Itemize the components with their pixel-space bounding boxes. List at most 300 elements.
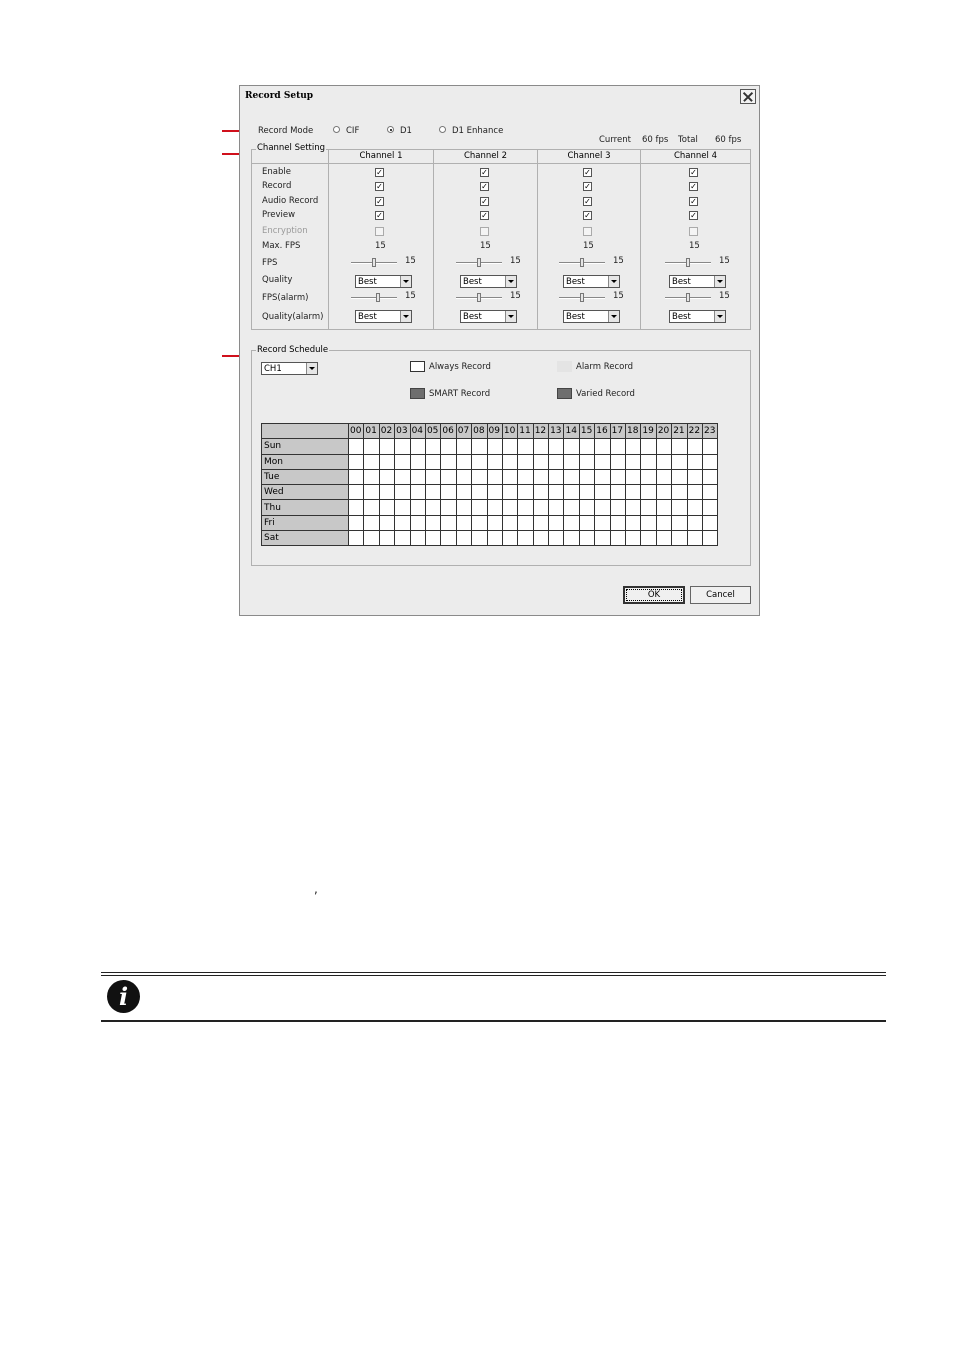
checkbox-audio-record-ch4[interactable]: ✓ bbox=[690, 197, 697, 206]
schedule-cell[interactable] bbox=[579, 439, 594, 454]
schedule-cell[interactable] bbox=[702, 454, 717, 469]
schedule-cell[interactable] bbox=[533, 439, 548, 454]
schedule-cell[interactable] bbox=[656, 500, 671, 515]
schedule-cell[interactable] bbox=[672, 439, 687, 454]
legend-label-smart-record: SMART Record bbox=[429, 389, 491, 399]
schedule-cell[interactable] bbox=[641, 531, 656, 546]
schedule-header-row bbox=[262, 424, 718, 439]
schedule-cell[interactable] bbox=[687, 500, 702, 515]
schedule-cell[interactable] bbox=[425, 500, 440, 515]
schedule-cell[interactable] bbox=[533, 531, 548, 546]
chevron-down-icon bbox=[400, 311, 411, 322]
schedule-cell[interactable] bbox=[579, 531, 594, 546]
fps-alarm-slider-thumb[interactable] bbox=[686, 293, 690, 302]
channel-divider-4 bbox=[640, 149, 641, 329]
schedule-cell[interactable] bbox=[441, 439, 456, 454]
schedule-cell[interactable] bbox=[610, 500, 625, 515]
schedule-cell[interactable] bbox=[626, 469, 641, 484]
hour-header-17: 17 bbox=[610, 424, 625, 439]
schedule-cell[interactable] bbox=[518, 500, 533, 515]
fps-slider-thumb[interactable] bbox=[372, 258, 376, 267]
chevron-down-icon bbox=[306, 363, 317, 374]
schedule-cell[interactable] bbox=[395, 500, 410, 515]
schedule-cell[interactable] bbox=[441, 485, 456, 500]
chevron-down-icon bbox=[505, 276, 516, 287]
channel-select[interactable] bbox=[261, 362, 318, 375]
row-label-encryption: Encryption bbox=[262, 226, 308, 236]
schedule-cell[interactable] bbox=[672, 515, 687, 530]
schedule-cell[interactable] bbox=[456, 485, 471, 500]
schedule-cell[interactable] bbox=[702, 531, 717, 546]
fps-value-ch4: 15 bbox=[719, 256, 730, 266]
quality-value: Best bbox=[463, 277, 482, 287]
schedule-cell[interactable] bbox=[626, 515, 641, 530]
ok-button[interactable]: OK bbox=[623, 586, 685, 604]
schedule-cell[interactable] bbox=[595, 500, 610, 515]
channel-header-blank bbox=[252, 149, 328, 164]
schedule-cell[interactable] bbox=[549, 439, 564, 454]
schedule-cell[interactable] bbox=[626, 485, 641, 500]
max-fps-ch4: 15 bbox=[689, 241, 700, 251]
hour-header-12: 12 bbox=[533, 424, 548, 439]
checkbox-preview-ch1[interactable]: ✓ bbox=[376, 211, 383, 220]
fps-alarm-slider-thumb[interactable] bbox=[580, 293, 584, 302]
schedule-cell[interactable] bbox=[687, 531, 702, 546]
schedule-cell[interactable] bbox=[364, 469, 379, 484]
schedule-cell[interactable] bbox=[702, 485, 717, 500]
schedule-cell[interactable] bbox=[379, 454, 394, 469]
channel-header-3: Channel 3 bbox=[537, 149, 640, 164]
close-icon[interactable] bbox=[740, 89, 756, 104]
checkbox-record-ch3[interactable]: ✓ bbox=[584, 182, 591, 191]
schedule-cell[interactable] bbox=[656, 485, 671, 500]
schedule-cell[interactable] bbox=[579, 469, 594, 484]
hour-header-06: 06 bbox=[441, 424, 456, 439]
day-label-sun: Sun bbox=[262, 439, 349, 454]
quality-select-ch3[interactable] bbox=[563, 275, 620, 288]
row-label-quality: Quality bbox=[262, 275, 293, 285]
schedule-cell[interactable] bbox=[487, 454, 502, 469]
fps-alarm-slider-ch1[interactable] bbox=[351, 294, 397, 302]
schedule-cell[interactable] bbox=[425, 515, 440, 530]
schedule-cell[interactable] bbox=[472, 485, 487, 500]
schedule-cell[interactable] bbox=[441, 531, 456, 546]
hour-header-08: 08 bbox=[472, 424, 487, 439]
schedule-cell[interactable] bbox=[672, 454, 687, 469]
quality-select-ch1[interactable] bbox=[355, 275, 412, 288]
schedule-grid[interactable] bbox=[261, 423, 718, 546]
schedule-cell[interactable] bbox=[502, 469, 517, 484]
fps-slider-thumb[interactable] bbox=[580, 258, 584, 267]
schedule-cell[interactable] bbox=[487, 531, 502, 546]
schedule-cell[interactable] bbox=[626, 454, 641, 469]
schedule-cell[interactable] bbox=[487, 469, 502, 484]
quality-select-ch2[interactable] bbox=[460, 275, 517, 288]
fps-alarm-slider-ch2[interactable] bbox=[456, 294, 502, 302]
checkbox-enable-ch4[interactable]: ✓ bbox=[690, 168, 697, 177]
checkbox-audio-record-ch2[interactable]: ✓ bbox=[481, 197, 488, 206]
schedule-cell[interactable] bbox=[641, 500, 656, 515]
schedule-cell[interactable] bbox=[564, 531, 579, 546]
day-label-wed: Wed bbox=[262, 485, 349, 500]
schedule-cell[interactable] bbox=[610, 439, 625, 454]
fps-alarm-slider-ch4[interactable] bbox=[665, 294, 711, 302]
schedule-cell[interactable] bbox=[379, 439, 394, 454]
day-label-mon: Mon bbox=[262, 454, 349, 469]
schedule-cell[interactable] bbox=[687, 485, 702, 500]
schedule-cell[interactable] bbox=[672, 500, 687, 515]
schedule-cell[interactable] bbox=[702, 469, 717, 484]
schedule-row-mon bbox=[262, 454, 718, 469]
schedule-cell[interactable] bbox=[364, 500, 379, 515]
schedule-cell[interactable] bbox=[518, 531, 533, 546]
schedule-cell[interactable] bbox=[564, 469, 579, 484]
schedule-cell[interactable] bbox=[349, 439, 364, 454]
total-fps-value: 60 fps bbox=[715, 135, 742, 145]
schedule-cell[interactable] bbox=[456, 469, 471, 484]
schedule-cell[interactable] bbox=[425, 454, 440, 469]
schedule-cell[interactable] bbox=[472, 454, 487, 469]
schedule-cell[interactable] bbox=[518, 439, 533, 454]
schedule-cell[interactable] bbox=[472, 469, 487, 484]
checkbox-encryption-ch1 bbox=[375, 227, 384, 236]
schedule-cell[interactable] bbox=[441, 469, 456, 484]
schedule-cell[interactable] bbox=[379, 500, 394, 515]
schedule-row-wed bbox=[262, 485, 718, 500]
schedule-corner-cell bbox=[262, 424, 349, 439]
fps-slider-ch2[interactable] bbox=[456, 259, 502, 267]
legend-label-alarm-record: Alarm Record bbox=[576, 362, 634, 372]
quality-alarm-select-ch1[interactable] bbox=[355, 310, 412, 323]
schedule-cell[interactable] bbox=[395, 531, 410, 546]
channel-setting-legend: Channel Setting bbox=[257, 143, 326, 153]
row-label-audio-record: Audio Record bbox=[262, 196, 319, 206]
schedule-cell[interactable] bbox=[349, 515, 364, 530]
schedule-cell[interactable] bbox=[656, 531, 671, 546]
schedule-cell[interactable] bbox=[502, 439, 517, 454]
day-label-fri: Fri bbox=[262, 515, 349, 530]
quality-alarm-value: Best bbox=[358, 312, 377, 322]
chevron-down-icon bbox=[505, 311, 516, 322]
schedule-cell[interactable] bbox=[564, 500, 579, 515]
record-mode-label: Record Mode bbox=[258, 126, 314, 136]
checkbox-audio-record-ch3[interactable]: ✓ bbox=[584, 197, 591, 206]
schedule-cell[interactable] bbox=[702, 439, 717, 454]
fps-alarm-slider-track bbox=[351, 297, 397, 299]
radio-label-d1[interactable]: D1 bbox=[400, 126, 412, 136]
schedule-cell[interactable] bbox=[410, 439, 425, 454]
schedule-cell[interactable] bbox=[564, 454, 579, 469]
schedule-cell[interactable] bbox=[349, 469, 364, 484]
schedule-cell[interactable] bbox=[349, 485, 364, 500]
day-label-thu: Thu bbox=[262, 500, 349, 515]
schedule-cell[interactable] bbox=[656, 454, 671, 469]
schedule-cell[interactable] bbox=[610, 531, 625, 546]
fps-slider-thumb[interactable] bbox=[686, 258, 690, 267]
fps-alarm-slider-thumb[interactable] bbox=[477, 293, 481, 302]
schedule-cell[interactable] bbox=[702, 515, 717, 530]
schedule-cell[interactable] bbox=[549, 500, 564, 515]
chevron-down-icon bbox=[608, 311, 619, 322]
channel-setting-group bbox=[251, 149, 751, 330]
hour-header-14: 14 bbox=[564, 424, 579, 439]
schedule-cell[interactable] bbox=[441, 454, 456, 469]
checkbox-enable-ch3[interactable]: ✓ bbox=[584, 168, 591, 177]
schedule-cell[interactable] bbox=[610, 469, 625, 484]
schedule-cell[interactable] bbox=[395, 515, 410, 530]
max-fps-ch1: 15 bbox=[375, 241, 386, 251]
schedule-cell[interactable] bbox=[595, 531, 610, 546]
schedule-cell[interactable] bbox=[349, 531, 364, 546]
schedule-cell[interactable] bbox=[472, 439, 487, 454]
radio-label-cif[interactable]: CIF bbox=[346, 126, 360, 136]
schedule-cell[interactable] bbox=[364, 454, 379, 469]
schedule-cell[interactable] bbox=[456, 500, 471, 515]
fps-alarm-value-ch3: 15 bbox=[613, 291, 624, 301]
schedule-row-fri bbox=[262, 515, 718, 530]
quality-select-ch4[interactable] bbox=[669, 275, 726, 288]
schedule-cell[interactable] bbox=[410, 485, 425, 500]
checkbox-enable-ch1[interactable]: ✓ bbox=[376, 168, 383, 177]
schedule-cell[interactable] bbox=[533, 469, 548, 484]
schedule-cell[interactable] bbox=[395, 469, 410, 484]
fps-slider-thumb[interactable] bbox=[477, 258, 481, 267]
row-label-preview: Preview bbox=[262, 210, 296, 220]
schedule-cell[interactable] bbox=[595, 454, 610, 469]
schedule-cell[interactable] bbox=[533, 500, 548, 515]
schedule-cell[interactable] bbox=[349, 454, 364, 469]
max-fps-ch3: 15 bbox=[583, 241, 594, 251]
schedule-cell[interactable] bbox=[533, 515, 548, 530]
schedule-cell[interactable] bbox=[687, 469, 702, 484]
schedule-cell[interactable] bbox=[626, 531, 641, 546]
schedule-cell[interactable] bbox=[502, 500, 517, 515]
max-fps-ch2: 15 bbox=[480, 241, 491, 251]
checkbox-audio-record-ch1[interactable]: ✓ bbox=[376, 197, 383, 206]
hour-header-04: 04 bbox=[410, 424, 425, 439]
hour-header-10: 10 bbox=[502, 424, 517, 439]
schedule-cell[interactable] bbox=[687, 439, 702, 454]
schedule-row-thu bbox=[262, 500, 718, 515]
schedule-cell[interactable] bbox=[579, 515, 594, 530]
schedule-cell[interactable] bbox=[410, 469, 425, 484]
schedule-cell[interactable] bbox=[502, 531, 517, 546]
checkbox-preview-ch3[interactable]: ✓ bbox=[584, 211, 591, 220]
fps-slider-ch4[interactable] bbox=[665, 259, 711, 267]
checkbox-enable-ch2[interactable]: ✓ bbox=[481, 168, 488, 177]
quality-alarm-select-ch2[interactable] bbox=[460, 310, 517, 323]
schedule-row-sat bbox=[262, 531, 718, 546]
schedule-cell[interactable] bbox=[487, 515, 502, 530]
checkbox-encryption-ch2 bbox=[480, 227, 489, 236]
schedule-cell[interactable] bbox=[425, 531, 440, 546]
hour-header-01: 01 bbox=[364, 424, 379, 439]
schedule-cell[interactable] bbox=[549, 454, 564, 469]
radio-d1[interactable] bbox=[387, 126, 394, 133]
schedule-cell[interactable] bbox=[564, 439, 579, 454]
schedule-cell[interactable] bbox=[456, 531, 471, 546]
hour-header-19: 19 bbox=[641, 424, 656, 439]
radio-d1-enhance[interactable] bbox=[439, 126, 446, 133]
schedule-cell[interactable] bbox=[641, 469, 656, 484]
legend-swatch-varied-record bbox=[557, 388, 572, 399]
legend-swatch-alarm-record bbox=[557, 361, 572, 372]
stray-comma: , bbox=[314, 882, 318, 896]
schedule-cell[interactable] bbox=[549, 531, 564, 546]
schedule-cell[interactable] bbox=[379, 515, 394, 530]
row-label-quality-alarm: Quality(alarm) bbox=[262, 312, 324, 322]
row-label-record: Record bbox=[262, 181, 292, 191]
quality-alarm-select-ch3[interactable] bbox=[563, 310, 620, 323]
fps-slider-ch3[interactable] bbox=[559, 259, 605, 267]
hour-header-03: 03 bbox=[395, 424, 410, 439]
schedule-cell[interactable] bbox=[441, 500, 456, 515]
schedule-cell[interactable] bbox=[687, 454, 702, 469]
schedule-cell[interactable] bbox=[487, 500, 502, 515]
schedule-cell[interactable] bbox=[656, 469, 671, 484]
info-icon: i bbox=[107, 980, 140, 1013]
schedule-cell[interactable] bbox=[641, 439, 656, 454]
checkbox-encryption-ch4 bbox=[689, 227, 698, 236]
schedule-cell[interactable] bbox=[595, 485, 610, 500]
schedule-cell[interactable] bbox=[364, 515, 379, 530]
radio-label-d1-enhance[interactable]: D1 Enhance bbox=[452, 126, 504, 136]
schedule-cell[interactable] bbox=[487, 439, 502, 454]
schedule-cell[interactable] bbox=[702, 500, 717, 515]
schedule-cell[interactable] bbox=[364, 485, 379, 500]
quality-alarm-value: Best bbox=[566, 312, 585, 322]
checkbox-preview-ch2[interactable]: ✓ bbox=[481, 211, 488, 220]
note-top-rule bbox=[101, 972, 886, 973]
schedule-cell[interactable] bbox=[656, 439, 671, 454]
schedule-cell[interactable] bbox=[518, 454, 533, 469]
schedule-cell[interactable] bbox=[579, 500, 594, 515]
checkbox-record-ch2[interactable]: ✓ bbox=[481, 182, 488, 191]
schedule-cell[interactable] bbox=[441, 515, 456, 530]
schedule-cell[interactable] bbox=[410, 531, 425, 546]
schedule-cell[interactable] bbox=[379, 469, 394, 484]
schedule-cell[interactable] bbox=[533, 454, 548, 469]
note-bottom-rule bbox=[101, 1020, 886, 1022]
schedule-cell[interactable] bbox=[456, 515, 471, 530]
schedule-cell[interactable] bbox=[379, 531, 394, 546]
schedule-cell[interactable] bbox=[610, 485, 625, 500]
total-fps-label: Total bbox=[678, 135, 698, 145]
schedule-cell[interactable] bbox=[549, 515, 564, 530]
schedule-cell[interactable] bbox=[595, 469, 610, 484]
schedule-cell[interactable] bbox=[687, 515, 702, 530]
schedule-cell[interactable] bbox=[379, 485, 394, 500]
checkbox-record-ch4[interactable]: ✓ bbox=[690, 182, 697, 191]
hour-header-21: 21 bbox=[672, 424, 687, 439]
schedule-cell[interactable] bbox=[425, 469, 440, 484]
schedule-cell[interactable] bbox=[456, 439, 471, 454]
channel-divider-3 bbox=[537, 149, 538, 329]
fps-alarm-slider-ch3[interactable] bbox=[559, 294, 605, 302]
schedule-cell[interactable] bbox=[395, 485, 410, 500]
schedule-cell[interactable] bbox=[564, 515, 579, 530]
title-bar bbox=[241, 87, 758, 106]
channel-divider-1 bbox=[328, 149, 329, 329]
schedule-cell[interactable] bbox=[641, 454, 656, 469]
schedule-cell[interactable] bbox=[595, 439, 610, 454]
schedule-cell[interactable] bbox=[487, 485, 502, 500]
schedule-cell[interactable] bbox=[364, 531, 379, 546]
schedule-cell[interactable] bbox=[533, 485, 548, 500]
fps-alarm-value-ch1: 15 bbox=[405, 291, 416, 301]
schedule-cell[interactable] bbox=[425, 439, 440, 454]
channel-divider-2 bbox=[433, 149, 434, 329]
schedule-cell[interactable] bbox=[549, 469, 564, 484]
schedule-cell[interactable] bbox=[518, 469, 533, 484]
schedule-cell[interactable] bbox=[472, 515, 487, 530]
hour-header-02: 02 bbox=[379, 424, 394, 439]
schedule-cell[interactable] bbox=[641, 485, 656, 500]
schedule-cell[interactable] bbox=[656, 515, 671, 530]
checkbox-encryption-ch3 bbox=[583, 227, 592, 236]
fps-slider-ch1[interactable] bbox=[351, 259, 397, 267]
cancel-button[interactable]: Cancel bbox=[690, 586, 751, 604]
schedule-cell[interactable] bbox=[626, 500, 641, 515]
legend-swatch-always-record bbox=[410, 361, 425, 372]
schedule-cell[interactable] bbox=[641, 515, 656, 530]
schedule-cell[interactable] bbox=[410, 454, 425, 469]
quality-value: Best bbox=[566, 277, 585, 287]
schedule-cell[interactable] bbox=[472, 531, 487, 546]
schedule-cell[interactable] bbox=[549, 485, 564, 500]
schedule-cell[interactable] bbox=[502, 515, 517, 530]
schedule-cell[interactable] bbox=[410, 500, 425, 515]
schedule-cell[interactable] bbox=[425, 485, 440, 500]
schedule-cell[interactable] bbox=[595, 515, 610, 530]
fps-value-ch3: 15 bbox=[613, 256, 624, 266]
schedule-cell[interactable] bbox=[395, 439, 410, 454]
hour-header-05: 05 bbox=[425, 424, 440, 439]
fps-alarm-slider-thumb[interactable] bbox=[376, 293, 380, 302]
chevron-down-icon bbox=[608, 276, 619, 287]
schedule-cell[interactable] bbox=[564, 485, 579, 500]
schedule-cell[interactable] bbox=[610, 454, 625, 469]
radio-cif[interactable] bbox=[333, 126, 340, 133]
schedule-cell[interactable] bbox=[518, 515, 533, 530]
schedule-cell[interactable] bbox=[349, 500, 364, 515]
schedule-cell[interactable] bbox=[579, 454, 594, 469]
quality-alarm-select-ch4[interactable] bbox=[669, 310, 726, 323]
schedule-row-tue bbox=[262, 469, 718, 484]
schedule-cell[interactable] bbox=[456, 454, 471, 469]
schedule-cell[interactable] bbox=[672, 469, 687, 484]
schedule-cell[interactable] bbox=[518, 485, 533, 500]
schedule-cell[interactable] bbox=[472, 500, 487, 515]
schedule-cell[interactable] bbox=[672, 531, 687, 546]
schedule-cell[interactable] bbox=[579, 485, 594, 500]
schedule-cell[interactable] bbox=[610, 515, 625, 530]
schedule-cell[interactable] bbox=[502, 454, 517, 469]
checkbox-record-ch1[interactable]: ✓ bbox=[376, 182, 383, 191]
schedule-cell[interactable] bbox=[410, 515, 425, 530]
checkbox-preview-ch4[interactable]: ✓ bbox=[690, 211, 697, 220]
hour-header-20: 20 bbox=[656, 424, 671, 439]
schedule-cell[interactable] bbox=[626, 439, 641, 454]
schedule-cell[interactable] bbox=[672, 485, 687, 500]
schedule-cell[interactable] bbox=[502, 485, 517, 500]
schedule-row-sun bbox=[262, 439, 718, 454]
schedule-cell[interactable] bbox=[395, 454, 410, 469]
current-fps-label: Current bbox=[599, 135, 631, 145]
schedule-cell[interactable] bbox=[364, 439, 379, 454]
channel-header-4: Channel 4 bbox=[640, 149, 750, 164]
row-label-fps: FPS bbox=[262, 258, 278, 268]
